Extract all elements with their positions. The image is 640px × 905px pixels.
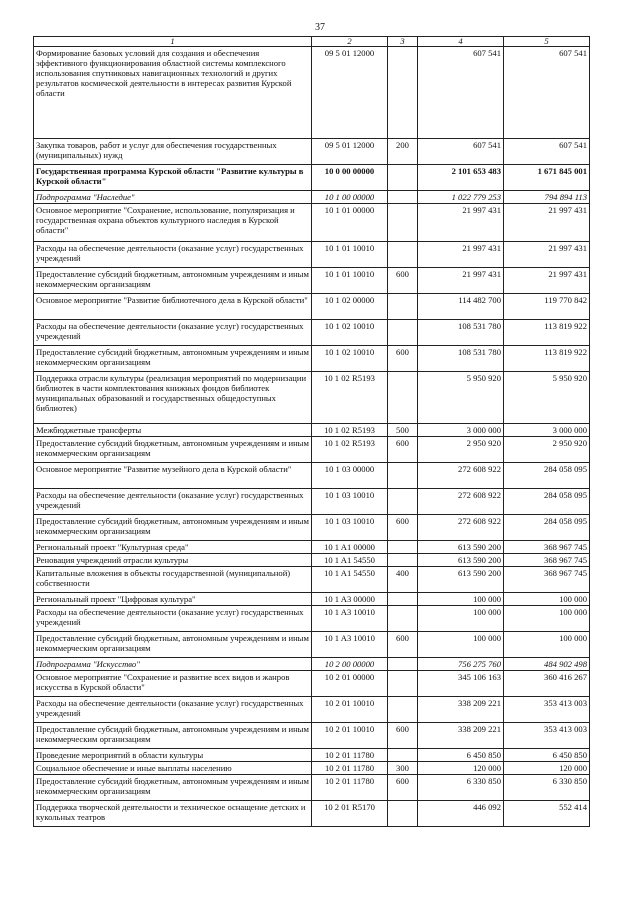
row-code: 10 1 01 10010 [312, 242, 388, 268]
row-code: 10 1 02 00000 [312, 294, 388, 320]
row-code: 10 1 A3 10010 [312, 606, 388, 632]
row-value-2: 284 058 095 [504, 489, 590, 515]
row-value-2: 21 997 431 [504, 268, 590, 294]
row-name: Расходы на обеспечение деятельности (оказание услуг) государственных учреждений [34, 489, 312, 515]
row-value-2: 6 450 850 [504, 749, 590, 762]
row-name: Поддержка творческой деятельности и техническое оснащение детских и кукольных театров [34, 801, 312, 827]
row-name: Формирование базовых условий для создания и обеспечения эффективного функционирования областной системы комплексного использования спутниковых навигационных технологий и других результатов космической деятельности в интересах развития Курской области [34, 47, 312, 139]
row-value-1: 100 000 [418, 593, 504, 606]
table-row [34, 489, 590, 515]
table-row [34, 268, 590, 294]
row-kind [388, 697, 418, 723]
row-kind [388, 242, 418, 268]
row-value-2: 21 997 431 [504, 242, 590, 268]
row-code: 10 2 01 10010 [312, 723, 388, 749]
row-code: 10 2 01 00000 [312, 671, 388, 697]
row-value-1: 114 482 700 [418, 294, 504, 320]
table-row [34, 593, 590, 606]
table-row [34, 191, 590, 204]
row-value-1: 613 590 200 [418, 554, 504, 567]
row-value-1: 3 000 000 [418, 424, 504, 437]
row-value-2: 607 541 [504, 47, 590, 139]
column-header-5: 5 [504, 37, 590, 47]
row-value-1: 21 997 431 [418, 242, 504, 268]
row-value-2: 607 541 [504, 139, 590, 165]
row-value-1: 2 101 653 483 [418, 165, 504, 191]
row-kind [388, 463, 418, 489]
row-value-1: 108 531 780 [418, 346, 504, 372]
row-kind [388, 191, 418, 204]
row-value-2: 119 770 842 [504, 294, 590, 320]
table-row [34, 294, 590, 320]
table-row [34, 749, 590, 762]
table-header-row [34, 37, 590, 47]
table-row [34, 567, 590, 593]
table-row [34, 801, 590, 827]
row-kind: 400 [388, 567, 418, 593]
table-row [34, 775, 590, 801]
row-value-2: 2 950 920 [504, 437, 590, 463]
row-kind: 600 [388, 515, 418, 541]
row-value-2: 21 997 431 [504, 204, 590, 242]
row-value-2: 794 894 113 [504, 191, 590, 204]
row-kind: 600 [388, 346, 418, 372]
row-value-2: 353 413 003 [504, 723, 590, 749]
row-value-2: 353 413 003 [504, 697, 590, 723]
row-value-1: 607 541 [418, 47, 504, 139]
row-kind: 200 [388, 139, 418, 165]
row-value-1: 345 106 163 [418, 671, 504, 697]
row-kind [388, 294, 418, 320]
row-value-2: 368 967 745 [504, 541, 590, 554]
table-row [34, 606, 590, 632]
row-value-1: 21 997 431 [418, 204, 504, 242]
row-name: Расходы на обеспечение деятельности (оказание услуг) государственных учреждений [34, 606, 312, 632]
row-kind [388, 593, 418, 606]
row-value-1: 338 209 221 [418, 697, 504, 723]
row-code: 10 1 A1 54550 [312, 567, 388, 593]
row-name: Предоставление субсидий бюджетным, автономным учреждениям и иным некоммерческим организациям [34, 632, 312, 658]
table-row [34, 372, 590, 424]
row-value-1: 272 608 922 [418, 489, 504, 515]
row-value-2: 1 671 845 001 [504, 165, 590, 191]
row-code: 10 2 01 11780 [312, 762, 388, 775]
row-name: Расходы на обеспечение деятельности (оказание услуг) государственных учреждений [34, 242, 312, 268]
row-value-2: 368 967 745 [504, 554, 590, 567]
row-code: 10 1 02 R5193 [312, 424, 388, 437]
table-row [34, 632, 590, 658]
row-code: 10 1 02 10010 [312, 346, 388, 372]
row-name: Реновация учреждений отрасли культуры [34, 554, 312, 567]
column-header-1: 1 [34, 37, 312, 47]
row-name: Закупка товаров, работ и услуг для обеспечения государственных (муниципальных) нужд [34, 139, 312, 165]
table-row [34, 697, 590, 723]
row-value-2: 113 819 922 [504, 346, 590, 372]
row-value-1: 2 950 920 [418, 437, 504, 463]
table-row [34, 658, 590, 671]
table-row [34, 242, 590, 268]
row-value-2: 113 819 922 [504, 320, 590, 346]
row-value-1: 756 275 760 [418, 658, 504, 671]
row-code: 09 5 01 12000 [312, 47, 388, 139]
row-value-1: 100 000 [418, 632, 504, 658]
row-name: Проведение мероприятий в области культуры [34, 749, 312, 762]
row-name: Государственная программа Курской области "Развитие культуры в Курской области" [34, 165, 312, 191]
row-kind [388, 554, 418, 567]
row-value-2: 284 058 095 [504, 463, 590, 489]
row-value-1: 108 531 780 [418, 320, 504, 346]
row-kind [388, 489, 418, 515]
row-name: Региональный проект "Культурная среда" [34, 541, 312, 554]
row-name: Социальное обеспечение и иные выплаты населению [34, 762, 312, 775]
budget-table [33, 36, 590, 827]
row-name: Предоставление субсидий бюджетным, автономным учреждениям и иным некоммерческим организациям [34, 346, 312, 372]
row-code: 10 1 01 00000 [312, 204, 388, 242]
row-name: Поддержка отрасли культуры (реализация мероприятий по модернизации библиотек в части комплектования книжных фондов библиотек муниципальных образований и государственных общедоступных библиотек) [34, 372, 312, 424]
table-row [34, 463, 590, 489]
table-row [34, 320, 590, 346]
row-name: Межбюджетные трансферты [34, 424, 312, 437]
row-kind [388, 541, 418, 554]
row-value-2: 284 058 095 [504, 515, 590, 541]
table-row [34, 437, 590, 463]
row-value-1: 120 000 [418, 762, 504, 775]
row-name: Региональный проект "Цифровая культура" [34, 593, 312, 606]
row-code: 10 1 A1 00000 [312, 541, 388, 554]
row-code: 10 1 A3 10010 [312, 632, 388, 658]
row-code: 10 1 A3 00000 [312, 593, 388, 606]
row-value-1: 272 608 922 [418, 515, 504, 541]
table-row [34, 204, 590, 242]
row-code: 10 0 00 00000 [312, 165, 388, 191]
row-code: 10 2 00 00000 [312, 658, 388, 671]
row-kind: 600 [388, 268, 418, 294]
row-code: 10 1 02 10010 [312, 320, 388, 346]
row-kind [388, 320, 418, 346]
table-row [34, 671, 590, 697]
row-name: Основное мероприятие "Сохранение и развитие всех видов и жанров искусства в Курской области" [34, 671, 312, 697]
row-kind: 600 [388, 437, 418, 463]
column-header-3: 3 [388, 37, 418, 47]
row-name: Расходы на обеспечение деятельности (оказание услуг) государственных учреждений [34, 320, 312, 346]
row-value-1: 613 590 200 [418, 541, 504, 554]
row-name: Расходы на обеспечение деятельности (оказание услуг) государственных учреждений [34, 697, 312, 723]
row-value-1: 613 590 200 [418, 567, 504, 593]
row-kind [388, 749, 418, 762]
row-value-2: 5 950 920 [504, 372, 590, 424]
row-code: 10 2 01 10010 [312, 697, 388, 723]
table-row [34, 424, 590, 437]
row-value-2: 6 330 850 [504, 775, 590, 801]
row-kind [388, 47, 418, 139]
row-value-1: 21 997 431 [418, 268, 504, 294]
row-value-1: 100 000 [418, 606, 504, 632]
row-value-2: 100 000 [504, 632, 590, 658]
row-code: 10 2 01 R5170 [312, 801, 388, 827]
row-name: Основное мероприятие "Развитие библиотечного дела в Курской области" [34, 294, 312, 320]
row-value-1: 6 330 850 [418, 775, 504, 801]
row-value-1: 1 022 779 253 [418, 191, 504, 204]
row-name: Подпрограмма "Наследие" [34, 191, 312, 204]
row-value-1: 607 541 [418, 139, 504, 165]
row-code: 09 5 01 12000 [312, 139, 388, 165]
row-kind [388, 165, 418, 191]
row-kind [388, 204, 418, 242]
row-value-2: 120 000 [504, 762, 590, 775]
row-code: 10 2 01 11780 [312, 749, 388, 762]
table-row [34, 723, 590, 749]
row-value-1: 6 450 850 [418, 749, 504, 762]
row-value-1: 5 950 920 [418, 372, 504, 424]
table-row [34, 541, 590, 554]
row-code: 10 1 03 00000 [312, 463, 388, 489]
row-name: Предоставление субсидий бюджетным, автономным учреждениям и иным некоммерческим организациям [34, 723, 312, 749]
row-value-1: 272 608 922 [418, 463, 504, 489]
column-header-4: 4 [418, 37, 504, 47]
row-value-1: 446 092 [418, 801, 504, 827]
table-row [34, 47, 590, 139]
row-code: 10 1 00 00000 [312, 191, 388, 204]
table-row [34, 139, 590, 165]
row-kind: 300 [388, 762, 418, 775]
row-value-1: 338 209 221 [418, 723, 504, 749]
table-row [34, 762, 590, 775]
row-kind: 600 [388, 632, 418, 658]
row-code: 10 1 03 10010 [312, 489, 388, 515]
column-header-2: 2 [312, 37, 388, 47]
table-row [34, 554, 590, 567]
row-kind: 600 [388, 775, 418, 801]
row-kind [388, 606, 418, 632]
row-name: Предоставление субсидий бюджетным, автономным учреждениям и иным некоммерческим организациям [34, 775, 312, 801]
row-name: Капитальные вложения в объекты государственной (муниципальной) собственности [34, 567, 312, 593]
row-name: Основное мероприятие "Развитие музейного дела в Курской области" [34, 463, 312, 489]
table-row [34, 515, 590, 541]
row-kind [388, 671, 418, 697]
row-value-2: 100 000 [504, 606, 590, 632]
row-value-2: 368 967 745 [504, 567, 590, 593]
row-kind [388, 801, 418, 827]
row-value-2: 360 416 267 [504, 671, 590, 697]
row-name: Предоставление субсидий бюджетным, автономным учреждениям и иным некоммерческим организациям [34, 437, 312, 463]
row-name: Предоставление субсидий бюджетным, автономным учреждениям и иным некоммерческим организациям [34, 268, 312, 294]
table-row [34, 346, 590, 372]
row-kind: 500 [388, 424, 418, 437]
row-value-2: 552 414 [504, 801, 590, 827]
table-row [34, 165, 590, 191]
row-name: Основное мероприятие "Сохранение, использование, популяризация и государственная охрана объектов культурного наследия в Курской области" [34, 204, 312, 242]
row-code: 10 2 01 11780 [312, 775, 388, 801]
row-value-2: 3 000 000 [504, 424, 590, 437]
row-value-2: 484 902 498 [504, 658, 590, 671]
page-number: 37 [315, 22, 325, 33]
row-code: 10 1 03 10010 [312, 515, 388, 541]
row-kind: 600 [388, 723, 418, 749]
row-code: 10 1 01 10010 [312, 268, 388, 294]
row-kind [388, 658, 418, 671]
row-code: 10 1 02 R5193 [312, 437, 388, 463]
row-code: 10 1 A1 54550 [312, 554, 388, 567]
row-name: Предоставление субсидий бюджетным, автономным учреждениям и иным некоммерческим организациям [34, 515, 312, 541]
row-name: Подпрограмма "Искусство" [34, 658, 312, 671]
row-code: 10 1 02 R5193 [312, 372, 388, 424]
row-kind [388, 372, 418, 424]
row-value-2: 100 000 [504, 593, 590, 606]
